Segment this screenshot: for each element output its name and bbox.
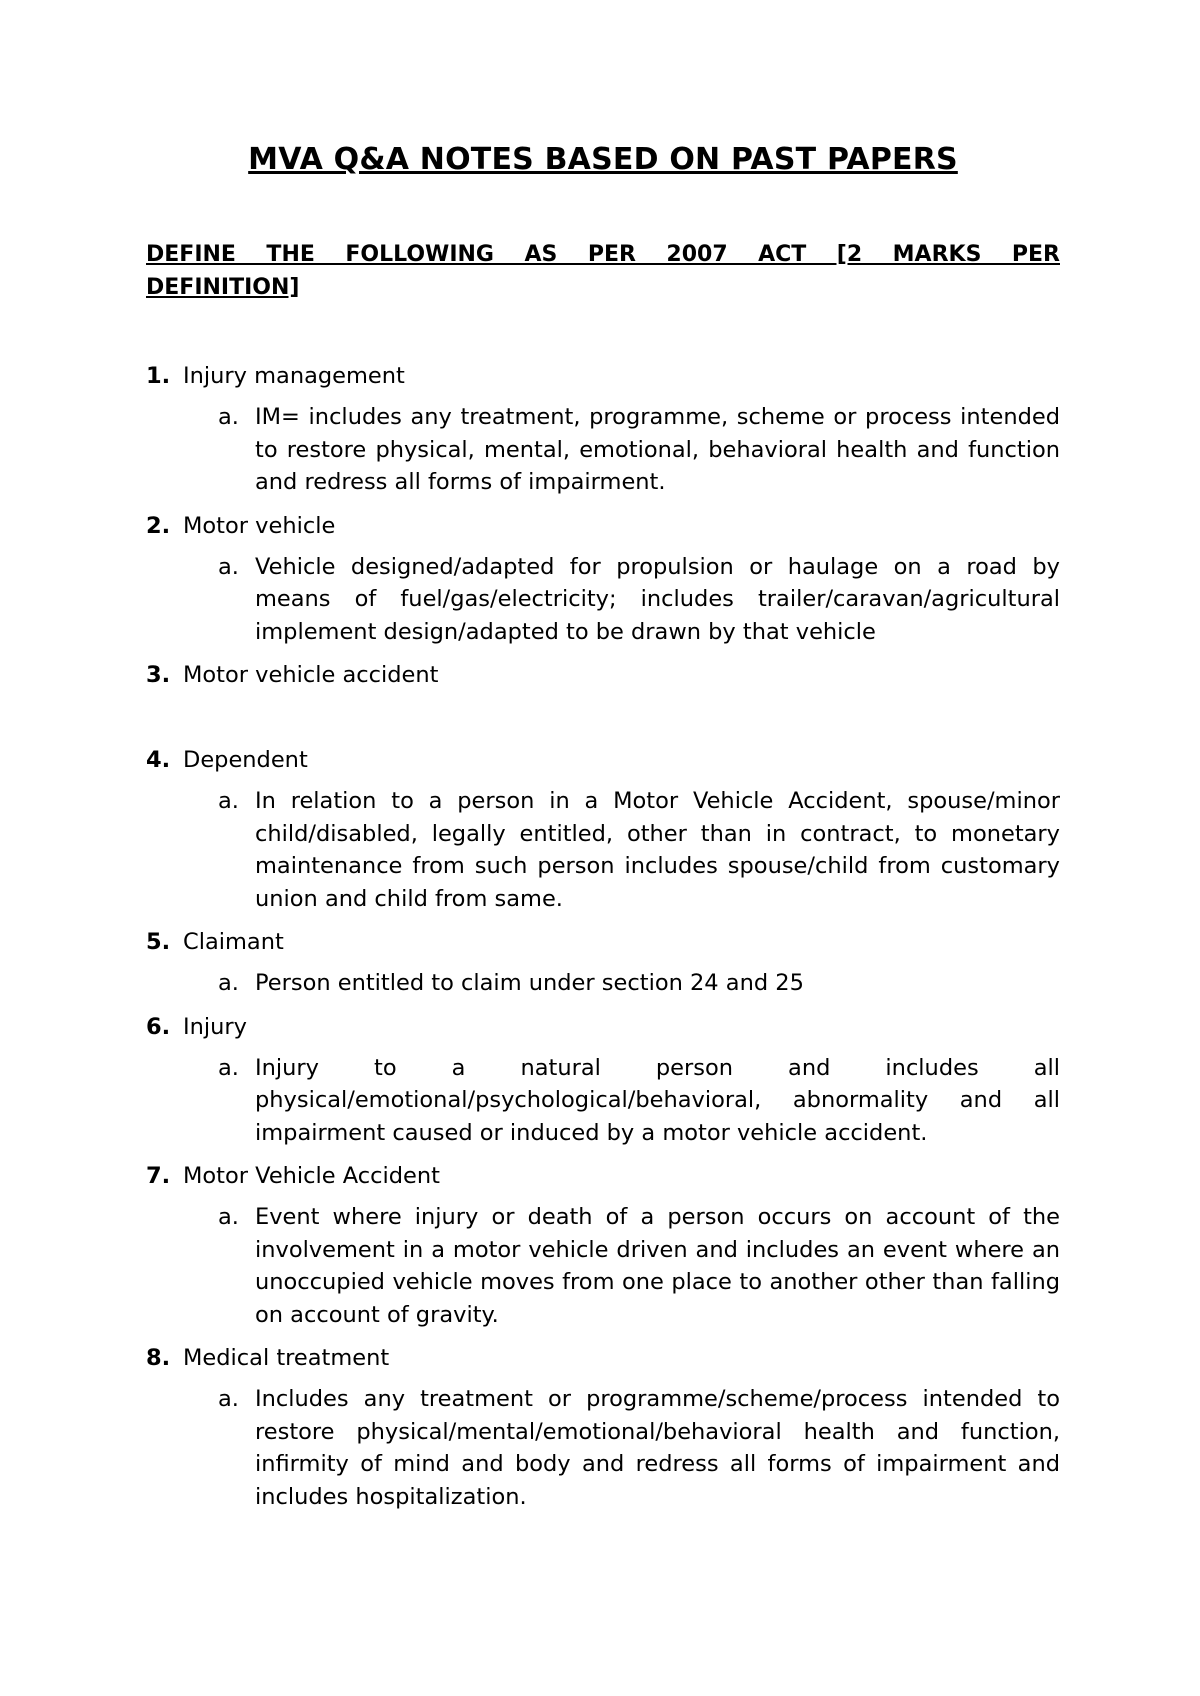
definition-term-row [146, 510, 1060, 543]
list-item [146, 1342, 1060, 1513]
answer-text: Vehicle designed/adapted for propulsion or haulage on a road by means of fuel/gas/electricity; includes trailer/caravan/agricultural implement design/adapted to be drawn by that vehicle [255, 553, 1060, 645]
definition-answer [218, 1383, 1060, 1513]
list-item [146, 1160, 1060, 1331]
list-item [146, 1011, 1060, 1150]
item-number: 2. [146, 512, 171, 539]
definition-term-row [146, 926, 1060, 959]
item-number: 8. [146, 1345, 171, 1371]
definition-answer [218, 551, 1060, 649]
definition-list [146, 360, 1060, 1513]
item-number: 1. [146, 363, 171, 389]
answer-text: Includes any treatment or programme/scheme/process intended to restore physical/mental/emotional/behavioral health and function, infirmity of mind and body and redress all forms of impairment and includes hospitalization. [255, 1386, 1060, 1510]
section-heading: DEFINE THE FOLLOWING AS PER 2007 ACT [2 MARKS PER DEFINITION] [146, 242, 1060, 300]
definition-answer [218, 785, 1060, 915]
blank-answer-space [146, 692, 1060, 733]
answer-letter: a. [218, 1054, 239, 1081]
item-number: 4. [146, 747, 171, 773]
definition-term-row [146, 744, 1060, 777]
item-number: 3. [146, 662, 171, 688]
definition-term-row [146, 1160, 1060, 1193]
answer-letter: a. [218, 404, 239, 430]
definition-term: Motor vehicle [183, 512, 336, 539]
list-item [146, 744, 1060, 915]
definition-answer [218, 1201, 1060, 1331]
definition-term-row [146, 360, 1060, 393]
definition-term: Injury [183, 1013, 247, 1040]
definition-answer [218, 967, 1060, 1000]
answer-text: Injury to a natural person and includes all physical/emotional/psychological/behavioral, abnormality and all impairment caused or induced by a motor vehicle accident. [255, 1054, 1060, 1146]
definition-answer [218, 401, 1060, 499]
answer-letter: a. [218, 553, 239, 580]
item-number: 6. [146, 1013, 171, 1040]
answer-text: In relation to a person in a Motor Vehicle Accident, spouse/minor child/disabled, legally entitled, other than in contract, to monetary maintenance from such person includes spouse/child from customary union and child from same. [255, 788, 1060, 912]
page-title: MVA Q&A NOTES BASED ON PAST PAPERS [248, 142, 958, 177]
definition-answer [218, 1052, 1060, 1150]
definition-term: Motor Vehicle Accident [183, 1163, 440, 1189]
definition-term-row [146, 1011, 1060, 1044]
answer-letter: a. [218, 1204, 239, 1230]
list-item [146, 659, 1060, 733]
definition-term-row [146, 659, 1060, 692]
answer-letter: a. [218, 970, 239, 996]
list-item [146, 926, 1060, 1000]
definition-term: Medical treatment [183, 1345, 390, 1371]
answer-letter: a. [218, 1386, 239, 1412]
definition-term: Claimant [183, 929, 284, 955]
definition-term: Injury management [183, 363, 405, 389]
answer-text: Person entitled to claim under section 24 and 25 [255, 970, 804, 996]
definition-term: Motor vehicle accident [183, 662, 439, 688]
item-number: 5. [146, 929, 171, 955]
list-item [146, 360, 1060, 499]
answer-letter: a. [218, 788, 239, 814]
definition-term-row [146, 1342, 1060, 1375]
answer-text: Event where injury or death of a person occurs on account of the involvement in a motor vehicle driven and includes an event where an unoccupied vehicle moves from one place to another other than falling on account of gravity. [255, 1204, 1060, 1328]
answer-text: IM= includes any treatment, programme, scheme or process intended to restore physical, mental, emotional, behavioral health and function and redress all forms of impairment. [255, 404, 1060, 495]
definition-term: Dependent [183, 747, 308, 773]
item-number: 7. [146, 1163, 171, 1189]
list-item [146, 510, 1060, 649]
